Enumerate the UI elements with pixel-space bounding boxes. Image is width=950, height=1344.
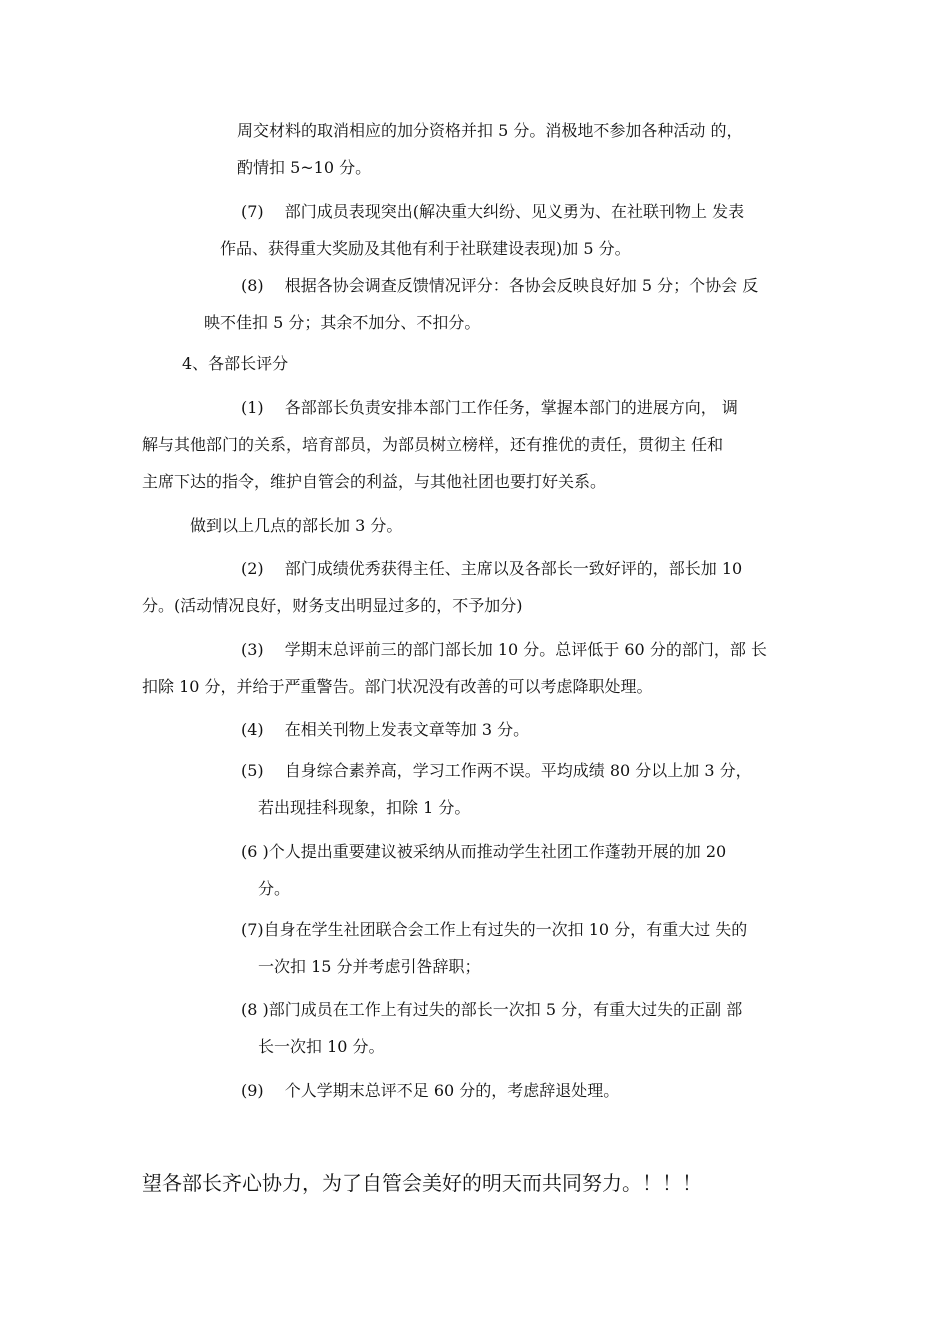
list-item-8b-line: (8 )部门成员在工作上有过失的部长一次扣 5 分，有重大过失的正副 部 [241,1000,743,1019]
list-item-6-line: 分。 [258,879,291,898]
list-item-5-line: 若出现挂科现象，扣除 1 分。 [258,798,471,817]
list-item-1-line: (1) 各部部长负责安排本部门工作任务，掌握本部门的进展方向， 调 [241,398,738,417]
list-item-8-line: (8) 根据各协会调查反馈情况评分：各协会反映良好加 5 分；个协会 反 [241,276,759,295]
list-item-9-line: (9) 个人学期末总评不足 60 分的，考虑辞退处理。 [241,1081,620,1100]
list-item-8-line: 映不佳扣 5 分；其余不加分、不扣分。 [204,313,481,332]
list-item-8b-line: 长一次扣 10 分。 [258,1037,385,1056]
section-heading: 4、各部长评分 [182,354,289,373]
paragraph-line: 周交材料的取消相应的加分资格并扣 5 分。消极地不参加各种活动 的， [237,121,743,140]
list-item-4-line: (4) 在相关刊物上发表文章等加 3 分。 [241,720,530,739]
list-item-6-line: (6 )个人提出重要建议被采纳从而推动学生社团工作蓬勃开展的加 20 [241,842,727,861]
list-item-7b-line: 一次扣 15 分并考虑引咎辞职； [258,957,481,976]
list-item-2-line: (2) 部门成绩优秀获得主任、主席以及各部长一致好评的，部长加 10 [241,559,743,578]
list-item-7-line: 作品、获得重大奖励及其他有利于社联建设表现)加 5 分。 [220,239,631,258]
list-item-2-line: 分。(活动情况良好，财务支出明显过多的，不予加分) [142,596,523,615]
list-item-3-line: 扣除 10 分，并给于严重警告。部门状况没有改善的可以考虑降职处理。 [142,677,653,696]
closing-statement: 望各部长齐心协力，为了自管会美好的明天而共同努力。！！！ [142,1171,702,1195]
list-item-1-line: 解与其他部门的关系，培育部员，为部员树立榜样，还有推优的责任，贯彻主 任和 [142,435,724,454]
list-item-1-line: 主席下达的指令，维护自管会的利益，与其他社团也要打好关系。 [142,472,607,491]
list-item-5-line: (5) 自身综合素养高，学习工作两不误。平均成绩 80 分以上加 3 分， [241,761,752,780]
list-item-7b-line: (7)自身在学生社团联合会工作上有过失的一次扣 10 分，有重大过 失的 [241,920,748,939]
list-item-3-line: (3) 学期末总评前三的部门部长加 10 分。总评低于 60 分的部门，部 长 [241,640,767,659]
list-item-1-line: 做到以上几点的部长加 3 分。 [190,516,403,535]
paragraph-line: 酌情扣 5~10 分。 [237,158,372,177]
list-item-7-line: (7) 部门成员表现突出(解决重大纠纷、见义勇为、在社联刊物上 发表 [241,202,745,221]
